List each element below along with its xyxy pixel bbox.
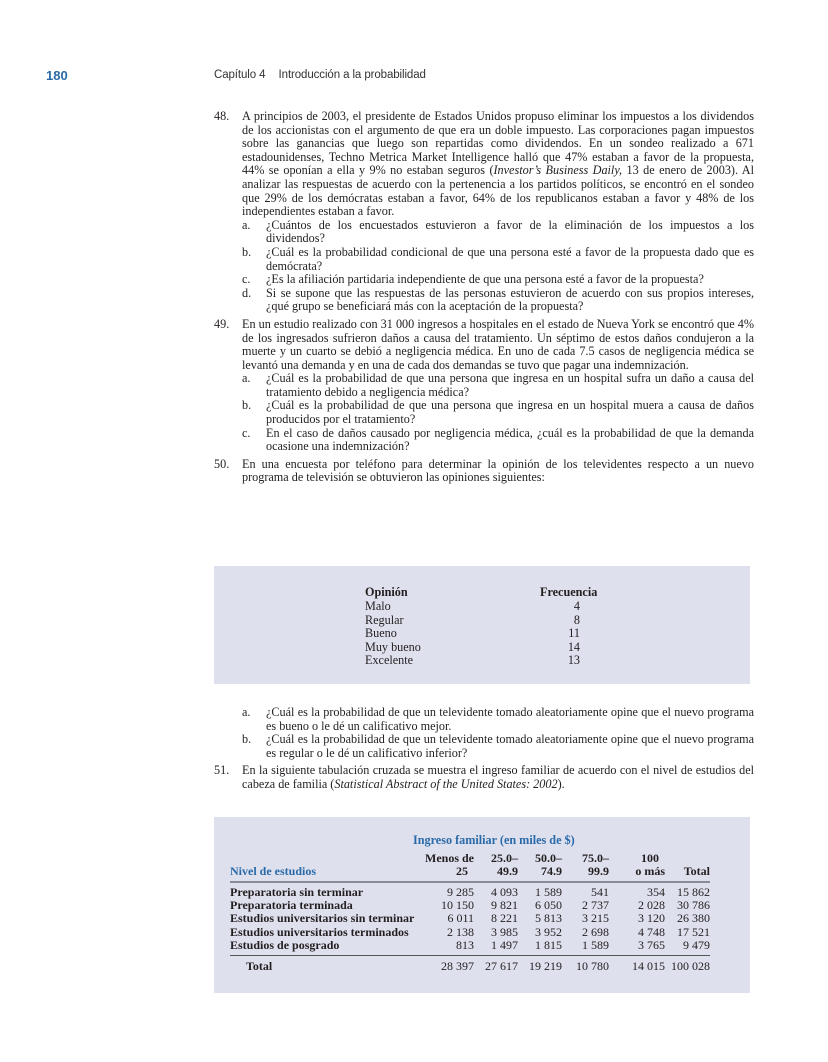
cell-frequency: 8 [573, 612, 580, 627]
citation: Statistical Abstract of the United States: 2002 [334, 776, 558, 791]
table-total-row [230, 956, 710, 974]
column-header [422, 852, 474, 882]
header-line: 74.9 [541, 864, 562, 878]
cell: 9 821 [491, 898, 518, 913]
text-part: En la siguiente tabulación cruzada se muestra el ingreso familiar de acuerdo con el nivel de estudios del cabeza de familia ( [242, 763, 754, 791]
header-line: Total [683, 864, 710, 878]
table-row [365, 654, 600, 668]
column-header: Frecuencia [540, 585, 598, 599]
row-label: Preparatoria terminada [230, 898, 353, 913]
table-row [230, 882, 710, 899]
header-line: 99.9 [588, 864, 609, 878]
subquestion-b [242, 733, 754, 760]
subquestion-text: ¿Cuál es la probabilidad de que un televidente tomado aleatoriamente opine que el nuevo programa es bueno o le dé un calificativo mejor. [266, 705, 754, 733]
subquestion-letter: b. [242, 244, 252, 259]
text-part: ). [557, 776, 565, 791]
subquestion-text: ¿Cuál es la probabilidad condicional de que una persona esté a favor de la propuesta dado que es demócrata? [266, 244, 754, 273]
problem-text [242, 110, 754, 219]
table-row [230, 926, 710, 939]
table-row [365, 627, 600, 641]
table-title: Ingreso familiar (en miles de $) [413, 833, 575, 847]
cell-total: 26 380 [677, 911, 710, 926]
cell: 813 [422, 939, 474, 956]
cell: 9 285 [447, 885, 474, 899]
column-header [518, 852, 562, 882]
column-header [665, 852, 710, 882]
cell: 6 011 [447, 911, 474, 926]
header-line: o más [635, 864, 665, 878]
header-line: 50.0– [535, 851, 562, 865]
subquestion-text: En el caso de daños causado por negligencia médica, ¿cuál es la probabilidad de que la demanda ocasione una indemnización? [266, 425, 754, 454]
problem-50-subquestions [214, 706, 754, 760]
header-line: 25.0– [491, 851, 518, 865]
text-part: A principios de 2003, el presidente de Estados Unidos propuso eliminar los impuestos a los dividendos de los accionistas con el argumento de que era un doble impuesto. Las corporaciones pagan impuestos sobre las ganancias que luego son repartidas como dividendos. En un sondeo realizado a 671 estadounidenses, Techno Metrica Market Intelligence halló que 47% estaban a favor de la propuesta, 44% se oponían a ella y 9% no estaban seguros ( [242, 109, 754, 178]
subquestion-text: Si se supone que las respuestas de las personas estuvieron de acuerdo con sus propios intereses, ¿qué grupo se beneficiará más con la aceptación de la propuesta? [266, 285, 754, 314]
problem-text: En una encuesta por teléfono para determinar la opinión de los televidentes respecto a un nuevo programa de televisión se obtuvieron las opiniones siguientes: [242, 456, 754, 485]
cell: 2 138 [447, 924, 474, 939]
cell: 2 737 [582, 898, 609, 913]
subquestion-a [242, 372, 754, 399]
cell: 10 780 [576, 959, 609, 974]
row-label: Total [246, 959, 273, 974]
subquestion-a [242, 219, 754, 246]
table-row [230, 912, 710, 925]
row-label: Preparatoria sin terminar [230, 885, 364, 899]
cell-total: 15 862 [677, 885, 710, 899]
subquestion-letter: d. [242, 285, 252, 300]
subquestion-c [242, 427, 754, 454]
problem-48 [214, 110, 754, 314]
subquestion-text: ¿Cuál es la probabilidad de que un televidente tomado aleatoriamente opine que el nuevo programa es regular o le dé un calificativo inferior? [266, 732, 754, 760]
cell: 4 748 [638, 924, 665, 939]
header-line: Menos de [425, 851, 474, 865]
cell: 27 617 [485, 959, 518, 974]
header-line: 75.0– [582, 851, 609, 865]
table-row [230, 939, 710, 956]
cell: 6 050 [535, 898, 562, 913]
opinion-table [365, 584, 600, 668]
cell: 2 028 [638, 898, 665, 913]
subquestion-text: ¿Cuál es la probabilidad de que una persona que ingresa en un hospital sufra un daño a causa del tratamiento debido a negligencia médica? [266, 371, 754, 399]
problems-section-1 [214, 110, 754, 485]
column-header [609, 852, 665, 882]
citation: Investor’s Business Daily, [493, 163, 623, 178]
subquestion-a [242, 706, 754, 733]
subquestion-letter: a. [242, 217, 251, 232]
cell: 541 [591, 885, 609, 899]
subquestion-letter: b. [242, 732, 252, 747]
cell: 4 093 [491, 885, 518, 899]
opinion-table-box [214, 566, 750, 684]
row-label: Estudios universitarios sin terminar [230, 911, 415, 926]
header-line: 100 [641, 851, 659, 865]
subquestion-text: ¿Es la afiliación partidaria independiente de que una persona esté a favor de la propuesta? [266, 272, 704, 287]
cell: 2 698 [582, 924, 609, 939]
table-header-row [365, 584, 600, 600]
table-row [365, 600, 600, 614]
cell-frequency: 14 [567, 639, 580, 654]
header-line: 49.9 [497, 864, 518, 878]
column-header: Opinión [365, 585, 408, 599]
subquestion-b [242, 399, 754, 426]
cell-frequency: 4 [573, 599, 580, 613]
header-line: 25 [456, 864, 468, 878]
text-part: 13 de enero de 2003). Al analizar las respuestas de acuerdo con la pertenencia a los partidos políticos, se encontró en el sondeo que 29% de los demócratas estaban a favor, 64% de los republicanos estaban a favor y 48% de los independientes estaban a favor. [242, 163, 754, 219]
cell: 354 [647, 885, 665, 899]
row-label: Estudios de posgrado [230, 939, 422, 956]
subquestion-letter: a. [242, 371, 251, 386]
table-row [365, 614, 600, 628]
problem-49 [214, 318, 754, 454]
cell: 3 120 [638, 911, 665, 926]
problems-section-2 [214, 706, 754, 792]
problem-text [242, 764, 754, 791]
subquestion-letter: b. [242, 398, 252, 413]
cell: 5 813 [535, 911, 562, 926]
cell: 10 150 [441, 898, 474, 913]
subquestion-letter: c. [242, 272, 251, 287]
cell-frequency: 13 [567, 653, 580, 668]
problem-number: 48. [214, 109, 230, 123]
subquestion-b [242, 246, 754, 273]
table-row [365, 641, 600, 655]
problem-number: 50. [214, 456, 230, 471]
cell: 3 952 [535, 924, 562, 939]
problem-text: En un estudio realizado con 31 000 ingresos a hospitales en el estado de Nueva York se encontró que 4% de los ingresados sufrieron daños a causa del tratamiento. Un séptimo de estos daños condujeron a la muerte y un cuarto se debió a negligencia médica. En uno de cada 7.5 casos de negligencia médica se levantó una demanda y en una de cada dos demandas se tuvo que pagar una indemnización. [242, 316, 754, 372]
chapter-title: Introducción a la probabilidad [278, 69, 426, 81]
row-label: Estudios universitarios terminados [230, 924, 409, 939]
chapter-label: Capítulo 4 [214, 69, 266, 81]
problem-number: 49. [214, 316, 230, 331]
cell-opinion: Malo [365, 599, 391, 613]
subquestion-letter: c. [242, 425, 251, 440]
cell: 14 015 [632, 959, 665, 974]
cell-frequency: 11 [568, 626, 580, 641]
subquestion-letter: a. [242, 705, 251, 719]
cell: 3 765 [609, 939, 665, 956]
problem-51 [214, 764, 754, 791]
cell: 1 497 [474, 939, 518, 956]
cell-opinion: Bueno [365, 626, 397, 641]
column-header [562, 852, 609, 882]
column-header [474, 852, 518, 882]
cell: 3 985 [491, 924, 518, 939]
subquestion-text: ¿Cuál es la probabilidad de que una persona que ingresa en un hospital muera a causa de daños producidos por el tratamiento? [266, 398, 754, 427]
running-head [214, 69, 426, 81]
cell-opinion: Muy bueno [365, 639, 421, 654]
page-number: 180 [46, 68, 68, 83]
subquestion-d [242, 287, 754, 314]
cell: 1 815 [518, 939, 562, 956]
subquestion-c [242, 273, 754, 287]
income-table-box [214, 817, 750, 993]
problem-number: 51. [214, 763, 230, 778]
subquestion-text: ¿Cuántos de los encuestados estuvieron a favor de la eliminación de los impuestos a los dividendos? [266, 217, 754, 246]
cell: 28 397 [441, 959, 474, 974]
cell-opinion: Excelente [365, 653, 414, 668]
cell: 1 589 [562, 939, 609, 956]
cell: 19 219 [529, 959, 562, 974]
cell: 1 589 [535, 885, 562, 899]
income-crosstab-table [230, 852, 710, 973]
table-header-row [230, 852, 710, 882]
row-header: Nivel de estudios [230, 852, 422, 882]
cell-total: 30 786 [677, 898, 710, 913]
cell: 8 221 [491, 911, 518, 926]
problem-50 [214, 458, 754, 485]
cell-total: 9 479 [665, 939, 710, 956]
cell-total: 17 521 [677, 924, 710, 939]
cell-opinion: Regular [365, 612, 404, 627]
cell: 3 215 [582, 911, 609, 926]
cell-total: 100 028 [671, 959, 710, 974]
